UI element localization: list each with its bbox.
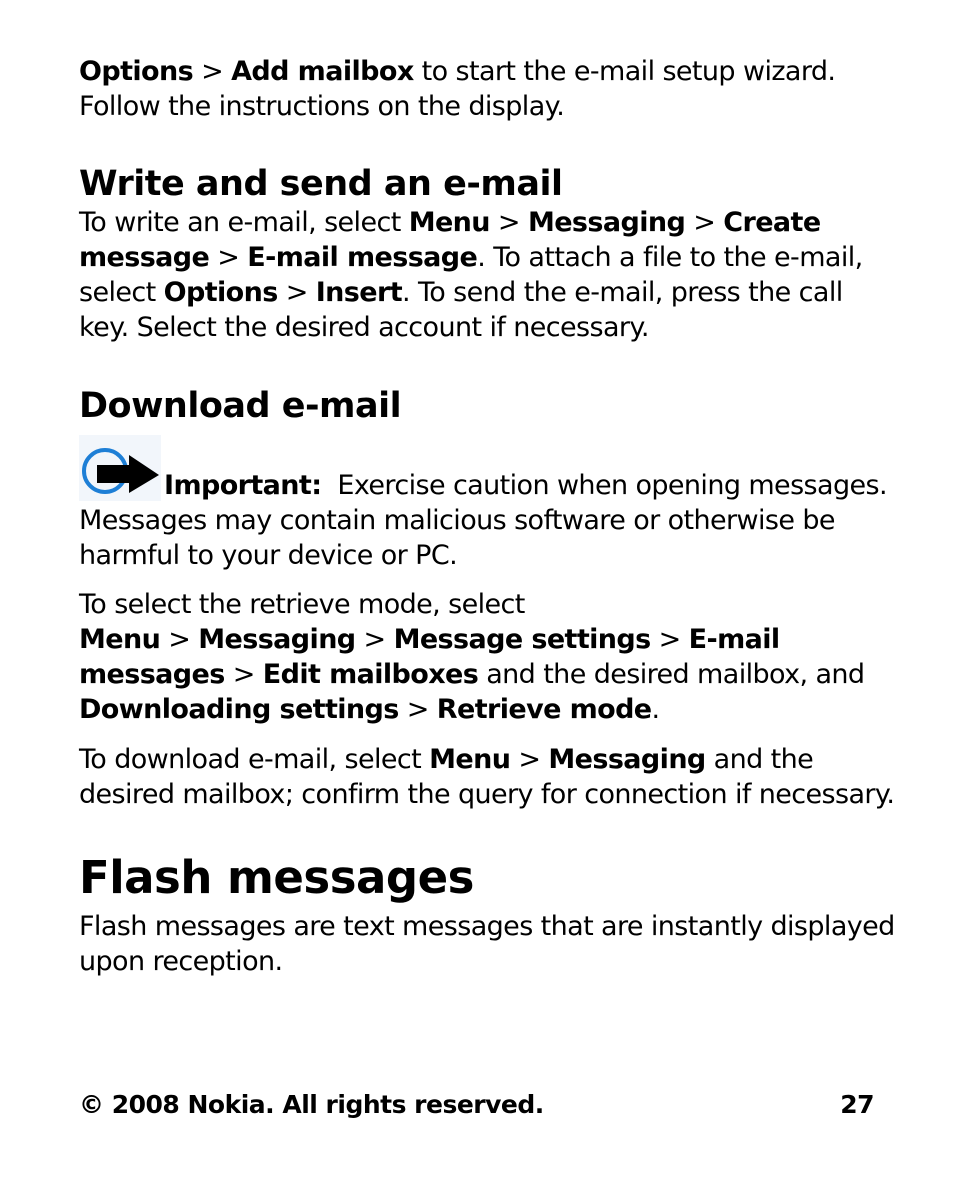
path-separator: > <box>497 207 520 238</box>
path-separator: > <box>518 744 541 775</box>
important-text: Exercise caution when opening messages. Messages may contain malicious software or otherwise be harmful to your device or PC. <box>79 470 887 571</box>
menu-path-options: Options <box>79 56 194 87</box>
path-separator: > <box>217 242 240 273</box>
section-heading-write: Write and send an e-mail <box>79 164 563 204</box>
write-text-2: . To attach a file to the e-mail, select <box>79 242 863 308</box>
important-note-icon <box>79 435 161 501</box>
retrieve-text-2: and the desired mailbox, and <box>478 659 865 690</box>
section-heading-download: Download e-mail <box>79 386 402 426</box>
menu-path-menu: Menu <box>79 624 161 655</box>
path-separator: > <box>363 624 386 655</box>
retrieve-text-1: To select the retrieve mode, select <box>79 589 525 620</box>
page-footer <box>79 1089 874 1121</box>
menu-path-menu: Menu <box>408 207 490 238</box>
page-number: 27 <box>840 1090 874 1119</box>
write-text-1: To write an e-mail, select <box>79 207 409 238</box>
download-text-1: To download e-mail, select <box>79 744 430 775</box>
path-separator: > <box>658 624 681 655</box>
menu-path-messaging: Messaging <box>548 744 706 775</box>
manual-page <box>79 54 899 979</box>
important-note <box>79 435 899 573</box>
download-paragraph <box>79 742 899 812</box>
path-separator: > <box>168 624 191 655</box>
menu-path-add-mailbox: Add mailbox <box>231 56 414 87</box>
retrieve-paragraph <box>79 587 899 727</box>
flash-paragraph: Flash messages are text messages that are instantly displayed upon reception. <box>79 911 895 977</box>
menu-path-email-message: E-mail message <box>247 242 478 273</box>
menu-path-downloading-settings: Downloading settings <box>79 694 399 725</box>
intro-text: to start the e-mail setup wizard. Follow the instructions on the display. <box>79 56 836 122</box>
path-separator: > <box>285 277 308 308</box>
path-separator: > <box>693 207 716 238</box>
menu-path-message-settings: Message settings <box>393 624 651 655</box>
menu-path-insert: Insert <box>315 277 403 308</box>
menu-path-email-messages: E-mail messages <box>79 624 780 690</box>
write-text-3: . To send the e-mail, press the call key. Select the desired account if necessary. <box>79 277 843 343</box>
menu-path-menu: Menu <box>429 744 511 775</box>
menu-path-options: Options <box>163 277 278 308</box>
intro-paragraph <box>79 54 899 124</box>
copyright-notice: © 2008 Nokia. All rights reserved. <box>79 1090 544 1119</box>
menu-path-edit-mailboxes: Edit mailboxes <box>262 659 479 690</box>
menu-path-messaging: Messaging <box>527 207 686 238</box>
chapter-heading-flash: Flash messages <box>79 851 474 904</box>
menu-path-create-message: Create message <box>79 207 821 273</box>
retrieve-text-3: . <box>651 694 660 725</box>
path-separator: > <box>201 56 224 87</box>
path-separator: > <box>406 694 429 725</box>
write-paragraph <box>79 205 899 345</box>
menu-path-retrieve-mode: Retrieve mode <box>436 694 652 725</box>
path-separator: > <box>232 659 255 690</box>
download-text-2: and the desired mailbox; confirm the query for connection if necessary. <box>79 744 895 810</box>
important-label: Important: <box>164 470 322 501</box>
menu-path-messaging: Messaging <box>198 624 356 655</box>
